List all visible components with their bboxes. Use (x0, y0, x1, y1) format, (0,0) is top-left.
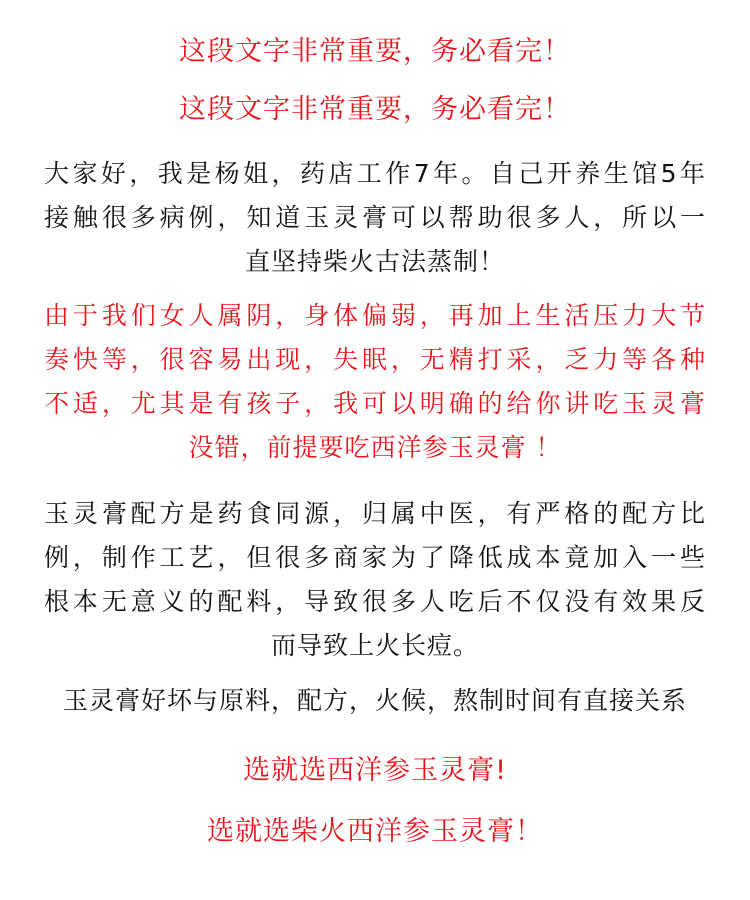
formula-paragraph (44, 492, 706, 668)
slogan-line-2: 选就选柴火西洋参玉灵膏！ (207, 816, 543, 847)
slogan-line-1: 选就选西洋参玉灵膏! (243, 755, 507, 786)
warning-row: 奏快等，很容易出现，失眠，无精打采，乏力等各种 (44, 345, 706, 374)
warning-paragraph (44, 294, 706, 470)
warning-row: 由于我们女人属阴，身体偏弱，再加上生活压力大节 (44, 301, 706, 330)
warning-row: 不适，尤其是有孩子，我可以明确的给你讲吃玉灵膏 (44, 389, 706, 418)
intro-row: 大家好，我是杨姐，药店工作7年。自己开养生馆5年 (44, 159, 706, 188)
intro-paragraph (44, 152, 706, 284)
heading-line-2: 这段文字非常重要，务必看完！ (179, 94, 571, 125)
heading-line-1: 这段文字非常重要，务必看完！ (179, 36, 571, 67)
summary-line: 玉灵膏好坏与原料，配方，火候，熬制时间有直接关系 (62, 686, 687, 715)
formula-row: 例，制作工艺，但很多商家为了降低成本竟加入一些 (44, 543, 706, 572)
intro-row: 直坚持柴火古法蒸制！ (244, 247, 505, 276)
intro-row: 接触很多病例，知道玉灵膏可以帮助很多人，所以一 (44, 203, 706, 232)
formula-row: 根本无意义的配料，导致很多人吃后不仅没有效果反 (44, 587, 706, 616)
warning-row: 没错，前提要吃西洋参玉灵膏 ！ (188, 433, 562, 462)
formula-row: 玉灵膏配方是药食同源，归属中医，有严格的配方比 (44, 499, 706, 528)
formula-row: 而导致上火长痘。 (270, 631, 479, 660)
